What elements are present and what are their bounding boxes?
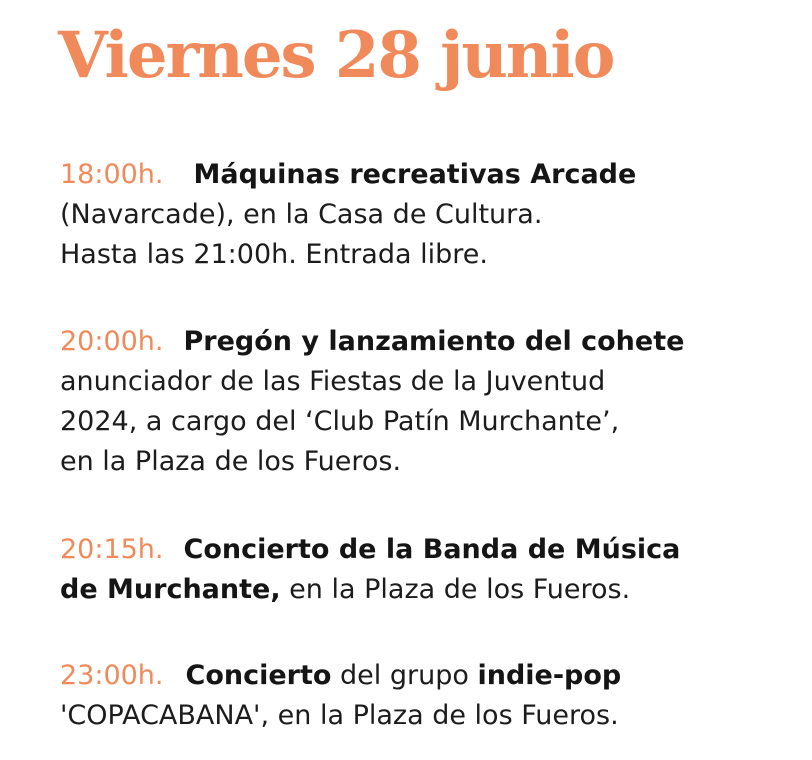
event-1-title: Máquinas recreativas Arcade [193,159,637,190]
event-1-time: 18:00h. [60,159,164,190]
event-3-title: Concierto de la Banda de Música [183,534,681,565]
event-1-line-2: (Navarcade), en la Casa de Cultura. [60,199,543,230]
event-3-title-cont: de Murchante, [60,574,281,605]
event-3-location: en la Plaza de los Fueros. [280,574,631,605]
event-4-title-a: Concierto [185,660,332,691]
event-2-line-4: en la Plaza de los Fueros. [60,446,402,477]
event-1-line-1 [60,155,800,195]
event-item-4 [60,656,800,736]
event-2-time: 20:00h. [60,326,164,357]
event-2-title: Pregón y lanzamiento del cohete [183,326,685,357]
event-3-line-2 [60,570,800,610]
event-4-connector: del grupo [331,660,478,691]
event-4-title-b: indie-pop [477,660,622,691]
event-2-line-2: anunciador de las Fiestas de la Juventud [60,366,606,397]
event-4-time: 23:00h. [60,660,164,691]
event-3-time: 20:15h. [60,534,164,565]
event-item-2 [60,322,800,482]
page-title: Viernes 28 junio [58,18,614,93]
event-4-line-2: 'COPACABANA', en la Plaza de los Fueros. [60,700,619,731]
event-3-line-1 [60,530,800,570]
event-1-line-3: Hasta las 21:00h. Entrada libre. [60,239,488,270]
event-4-line-1 [60,656,800,696]
event-2-line-3: 2024, a cargo del ‘Club Patín Murchante’, [60,406,620,437]
event-item-3 [60,530,800,610]
event-2-line-1 [60,322,800,362]
event-item-1 [60,155,800,275]
